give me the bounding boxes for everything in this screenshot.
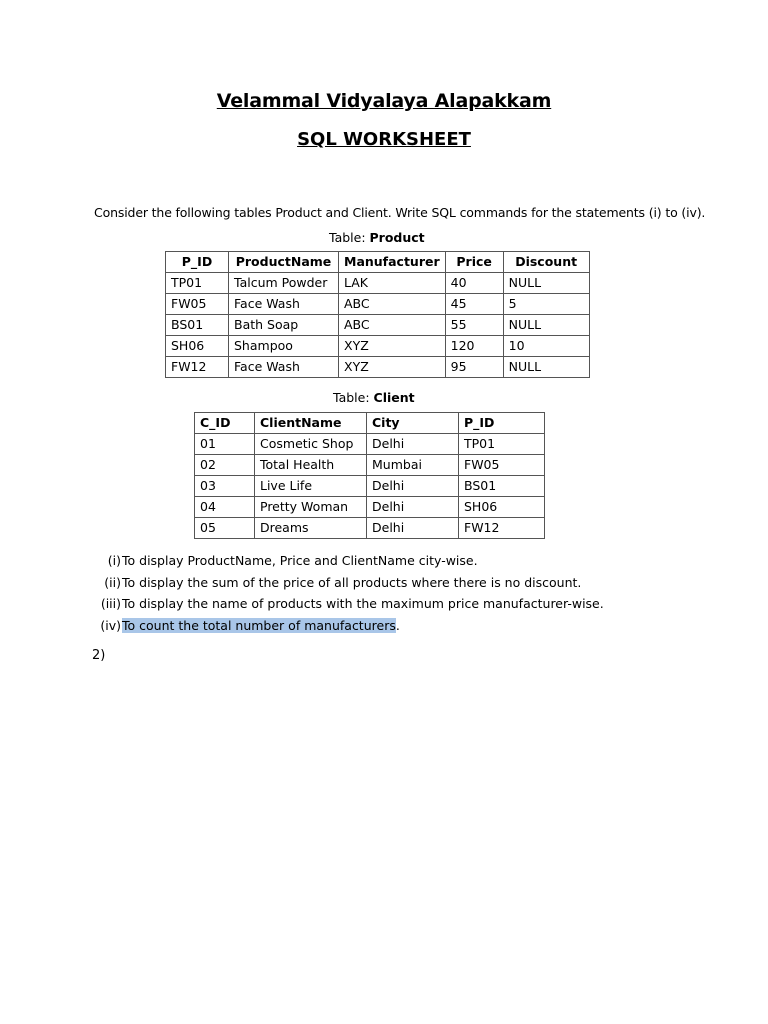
next-question-number: 2) [92,648,106,663]
caption-prefix: Table: [333,390,374,405]
table-cell: Mumbai [367,455,459,476]
table-cell: 02 [195,455,255,476]
table-cell: Shampoo [229,336,339,357]
column-header-manufacturer: Manufacturer [339,252,446,273]
column-header-c-id: C_ID [195,413,255,434]
table-cell: 10 [503,336,589,357]
table-row [166,273,590,294]
caption-name: Client [373,390,415,405]
table-cell: BS01 [166,315,229,336]
intro-text: Consider the following tables Product and Client. Write SQL commands for the statements (i) to (iv). [94,205,706,220]
table-row [166,357,590,378]
table-cell: ABC [339,315,446,336]
table-cell: Total Health [255,455,367,476]
question-text: To display the name of products with the maximum price manufacturer-wise. [122,596,604,611]
column-header-price: Price [445,252,503,273]
table-cell: LAK [339,273,446,294]
table-cell: 40 [445,273,503,294]
question-text-suffix: . [395,617,400,633]
table-header-row [166,252,590,273]
table-cell: BS01 [459,476,545,497]
question-item [90,572,582,594]
question-number: (i) [107,553,121,568]
table-cell: Cosmetic Shop [255,434,367,455]
table-cell: 120 [445,336,503,357]
table-row [195,497,545,518]
table-row [166,315,590,336]
column-header-discount: Discount [503,252,589,273]
table-cell: TP01 [166,273,229,294]
table-cell: Bath Soap [229,315,339,336]
table-cell: 55 [445,315,503,336]
table-cell: 95 [445,357,503,378]
table-cell: Live Life [255,476,367,497]
table-cell: 05 [195,518,255,539]
question-text: To display the sum of the price of all products where there is no discount. [122,574,582,590]
question-number: (ii) [104,574,121,590]
text-selection-highlight[interactable]: To count the total number of manufacturers [122,617,396,633]
table-cell: SH06 [166,336,229,357]
table-cell: FW12 [166,357,229,378]
table-cell: Talcum Powder [229,273,339,294]
table-row [166,294,590,315]
table-cell: Delhi [367,518,459,539]
table-cell: Face Wash [229,357,339,378]
table-row [195,518,545,539]
table-cell: 04 [195,497,255,518]
question-list [90,550,604,636]
table-cell: TP01 [459,434,545,455]
table-cell: NULL [503,315,589,336]
table-cell: Delhi [367,434,459,455]
table-cell: NULL [503,273,589,294]
column-header-p-id: P_ID [459,413,545,434]
table-header-row [195,413,545,434]
table-cell: 03 [195,476,255,497]
table-row [195,476,545,497]
column-header-productname: ProductName [229,252,339,273]
client-table-caption [333,390,415,405]
question-text-highlighted[interactable] [122,615,400,637]
question-number: (iv) [100,617,121,633]
table-cell: SH06 [459,497,545,518]
table-cell: 45 [445,294,503,315]
table-row [166,336,590,357]
client-table [194,412,545,539]
table-cell: 01 [195,434,255,455]
table-cell: FW12 [459,518,545,539]
table-row [195,434,545,455]
product-table [165,251,590,378]
worksheet-title: SQL WORKSHEET [297,129,471,150]
table-cell: Face Wash [229,294,339,315]
question-item [90,550,478,572]
question-item [90,593,604,615]
table-cell: Pretty Woman [255,497,367,518]
column-header-city: City [367,413,459,434]
column-header-p-id: P_ID [166,252,229,273]
table-cell: 5 [503,294,589,315]
product-table-caption [329,230,425,245]
table-cell: XYZ [339,336,446,357]
table-cell: Dreams [255,518,367,539]
table-cell: Delhi [367,497,459,518]
table-row [195,455,545,476]
question-number: (iii) [100,596,121,611]
question-item [90,615,400,637]
question-text: To display ProductName, Price and ClientName city-wise. [122,553,478,568]
table-cell: Delhi [367,476,459,497]
caption-prefix: Table: [329,230,370,245]
table-cell: FW05 [166,294,229,315]
school-title: Velammal Vidyalaya Alapakkam [216,90,552,112]
caption-name: Product [369,230,425,245]
table-cell: NULL [503,357,589,378]
table-cell: XYZ [339,357,446,378]
column-header-clientname: ClientName [255,413,367,434]
table-cell: FW05 [459,455,545,476]
table-cell: ABC [339,294,446,315]
